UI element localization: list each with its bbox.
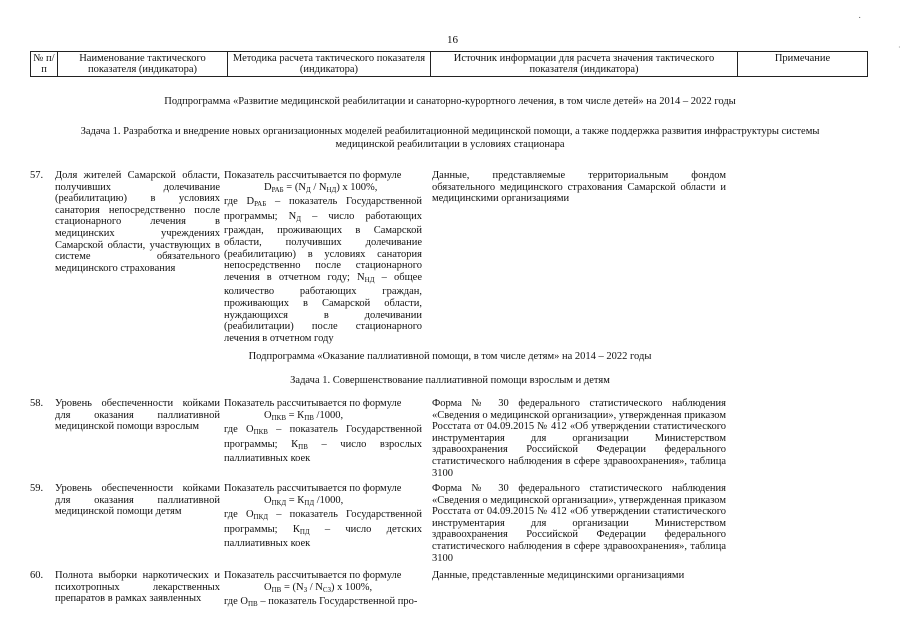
calculation-method — [224, 398, 422, 465]
row-number: 57. — [30, 170, 44, 181]
indicator-name: Доля жителей Самарской области, получивших долечивание (реабилитацию) в условиях санатория непосредственно после стационарного лечения в медицинских учреждениях Самарской области, участвующих в системе обязательного медицинского страхования — [55, 170, 220, 274]
task-title-palliative: Задача 1. Совершенствование паллиативной помощи взрослым и детям — [290, 375, 610, 386]
method-body: где $D_{РАБ}$ – показатель Государственной программы; $N_Д$ – число работающих граждан, проживающих в Самарской области, получивших долечивание (реабилитацию) в условиях санатория непосредственно после стационарного лечения в отчетном году; $N_{НД}$ – общее количество работающих граждан, проживающих в Самарской области, нуждающихся в долечивании (реабилитации) после стационарного лечения в отчетном году — [224, 196, 422, 344]
indicator-name: Уровень обеспеченности койками для оказания паллиативной медицинской помощи детям — [55, 483, 220, 518]
header-col-method: Методика расчета тактического показателя (индикатора) — [228, 52, 431, 77]
calculation-method — [224, 570, 422, 611]
information-source: Форма № 30 федерального статистического наблюдения «Сведения о медицинской организации», утвержденная приказом Росстата от 04.09.2015 № 412 «Об утверждении статистического инструментария для организации Министерством здравоохранения Российской Федерации федерального статистического наблюдения в сфере здравоохранения», таблица 3100 — [432, 398, 726, 479]
indicator-table-header — [30, 51, 868, 77]
information-source: Данные, представленные медицинскими организациями — [432, 570, 685, 581]
method-body: где $О_{ПВ}$ – показатель Государственной про- — [224, 596, 418, 609]
row-number: 59. — [30, 483, 44, 494]
method-body: где $О_{ПКД}$ – показатель Государственной программы; $К_{ПД}$ – число детских паллиативных коек — [224, 509, 422, 550]
row-number: 58. — [30, 398, 44, 409]
header-col-note: Примечание — [738, 52, 868, 77]
row-number: 60. — [30, 570, 44, 581]
indicator-name: Полнота выборки наркотических и психотропных лекарственных препаратов в рамках заявленных — [55, 570, 220, 605]
page-number: 16 — [447, 34, 458, 46]
formula: $О_{ПВ} = (N_З / N_{СЗ})$ x 100%, — [264, 581, 373, 594]
method-body: где $О_{ПКВ}$ – показатель Государственной программы; $К_{ПВ}$ – число взрослых паллиативных коек — [224, 424, 422, 465]
calculation-method — [224, 170, 422, 344]
formula: $D_{РАБ} = (N_Д / N_{НД})$ x 100%, — [264, 181, 378, 194]
formula: $О_{ПКД} = К_{ПД}$ /1000, — [264, 494, 344, 507]
subprogram-title-rehabilitation: Подпрограмма «Развитие медицинской реабилитации и санаторно-курортного лечения, в том числе детей» на 2014 – 2022 годы — [164, 96, 736, 107]
information-source: Данные, представляемые территориальным фондом обязательного медицинского страхования Самарской области и медицинскими организациями — [432, 170, 726, 205]
formula: $О_{ПКВ} = К_{ПВ}$ /1000, — [264, 409, 344, 422]
scan-mark-2: · — [898, 43, 901, 52]
information-source: Форма № 30 федерального статистического наблюдения «Сведения о медицинской организации», утвержденная приказом Росстата от 04.09.2015 № 412 «Об утверждении статистического инструментария для организации Министерством здравоохранения Российской Федерации федерального статистического наблюдения в сфере здравоохранения», таблица 3100 — [432, 483, 726, 564]
subprogram-title-palliative: Подпрограмма «Оказание паллиативной помощи, в том числе детям» на 2014 – 2022 годы — [248, 351, 652, 362]
method-intro: Показатель рассчитывается по формуле — [224, 170, 402, 181]
task-title-rehabilitation-line2: медицинской реабилитации в условиях стационара — [335, 139, 565, 150]
header-col-source: Источник информации для расчета значения тактического показателя (индикатора) — [431, 52, 738, 77]
scan-mark: ˙ — [858, 16, 862, 27]
header-col-name: Наименование тактического показателя (индикатора) — [58, 52, 228, 77]
method-intro: Показатель рассчитывается по формуле — [224, 483, 402, 494]
calculation-method — [224, 483, 422, 550]
method-intro: Показатель рассчитывается по формуле — [224, 398, 402, 409]
method-intro: Показатель рассчитывается по формуле — [224, 570, 402, 581]
task-title-rehabilitation-line1: Задача 1. Разработка и внедрение новых организационных моделей реабилитационной медицинской помощи, а также поддержка развития инфраструктуры системы — [80, 126, 820, 137]
indicator-name: Уровень обеспеченности койками для оказания паллиативной медицинской помощи взрослым — [55, 398, 220, 433]
header-col-number: № п/п — [31, 52, 58, 77]
